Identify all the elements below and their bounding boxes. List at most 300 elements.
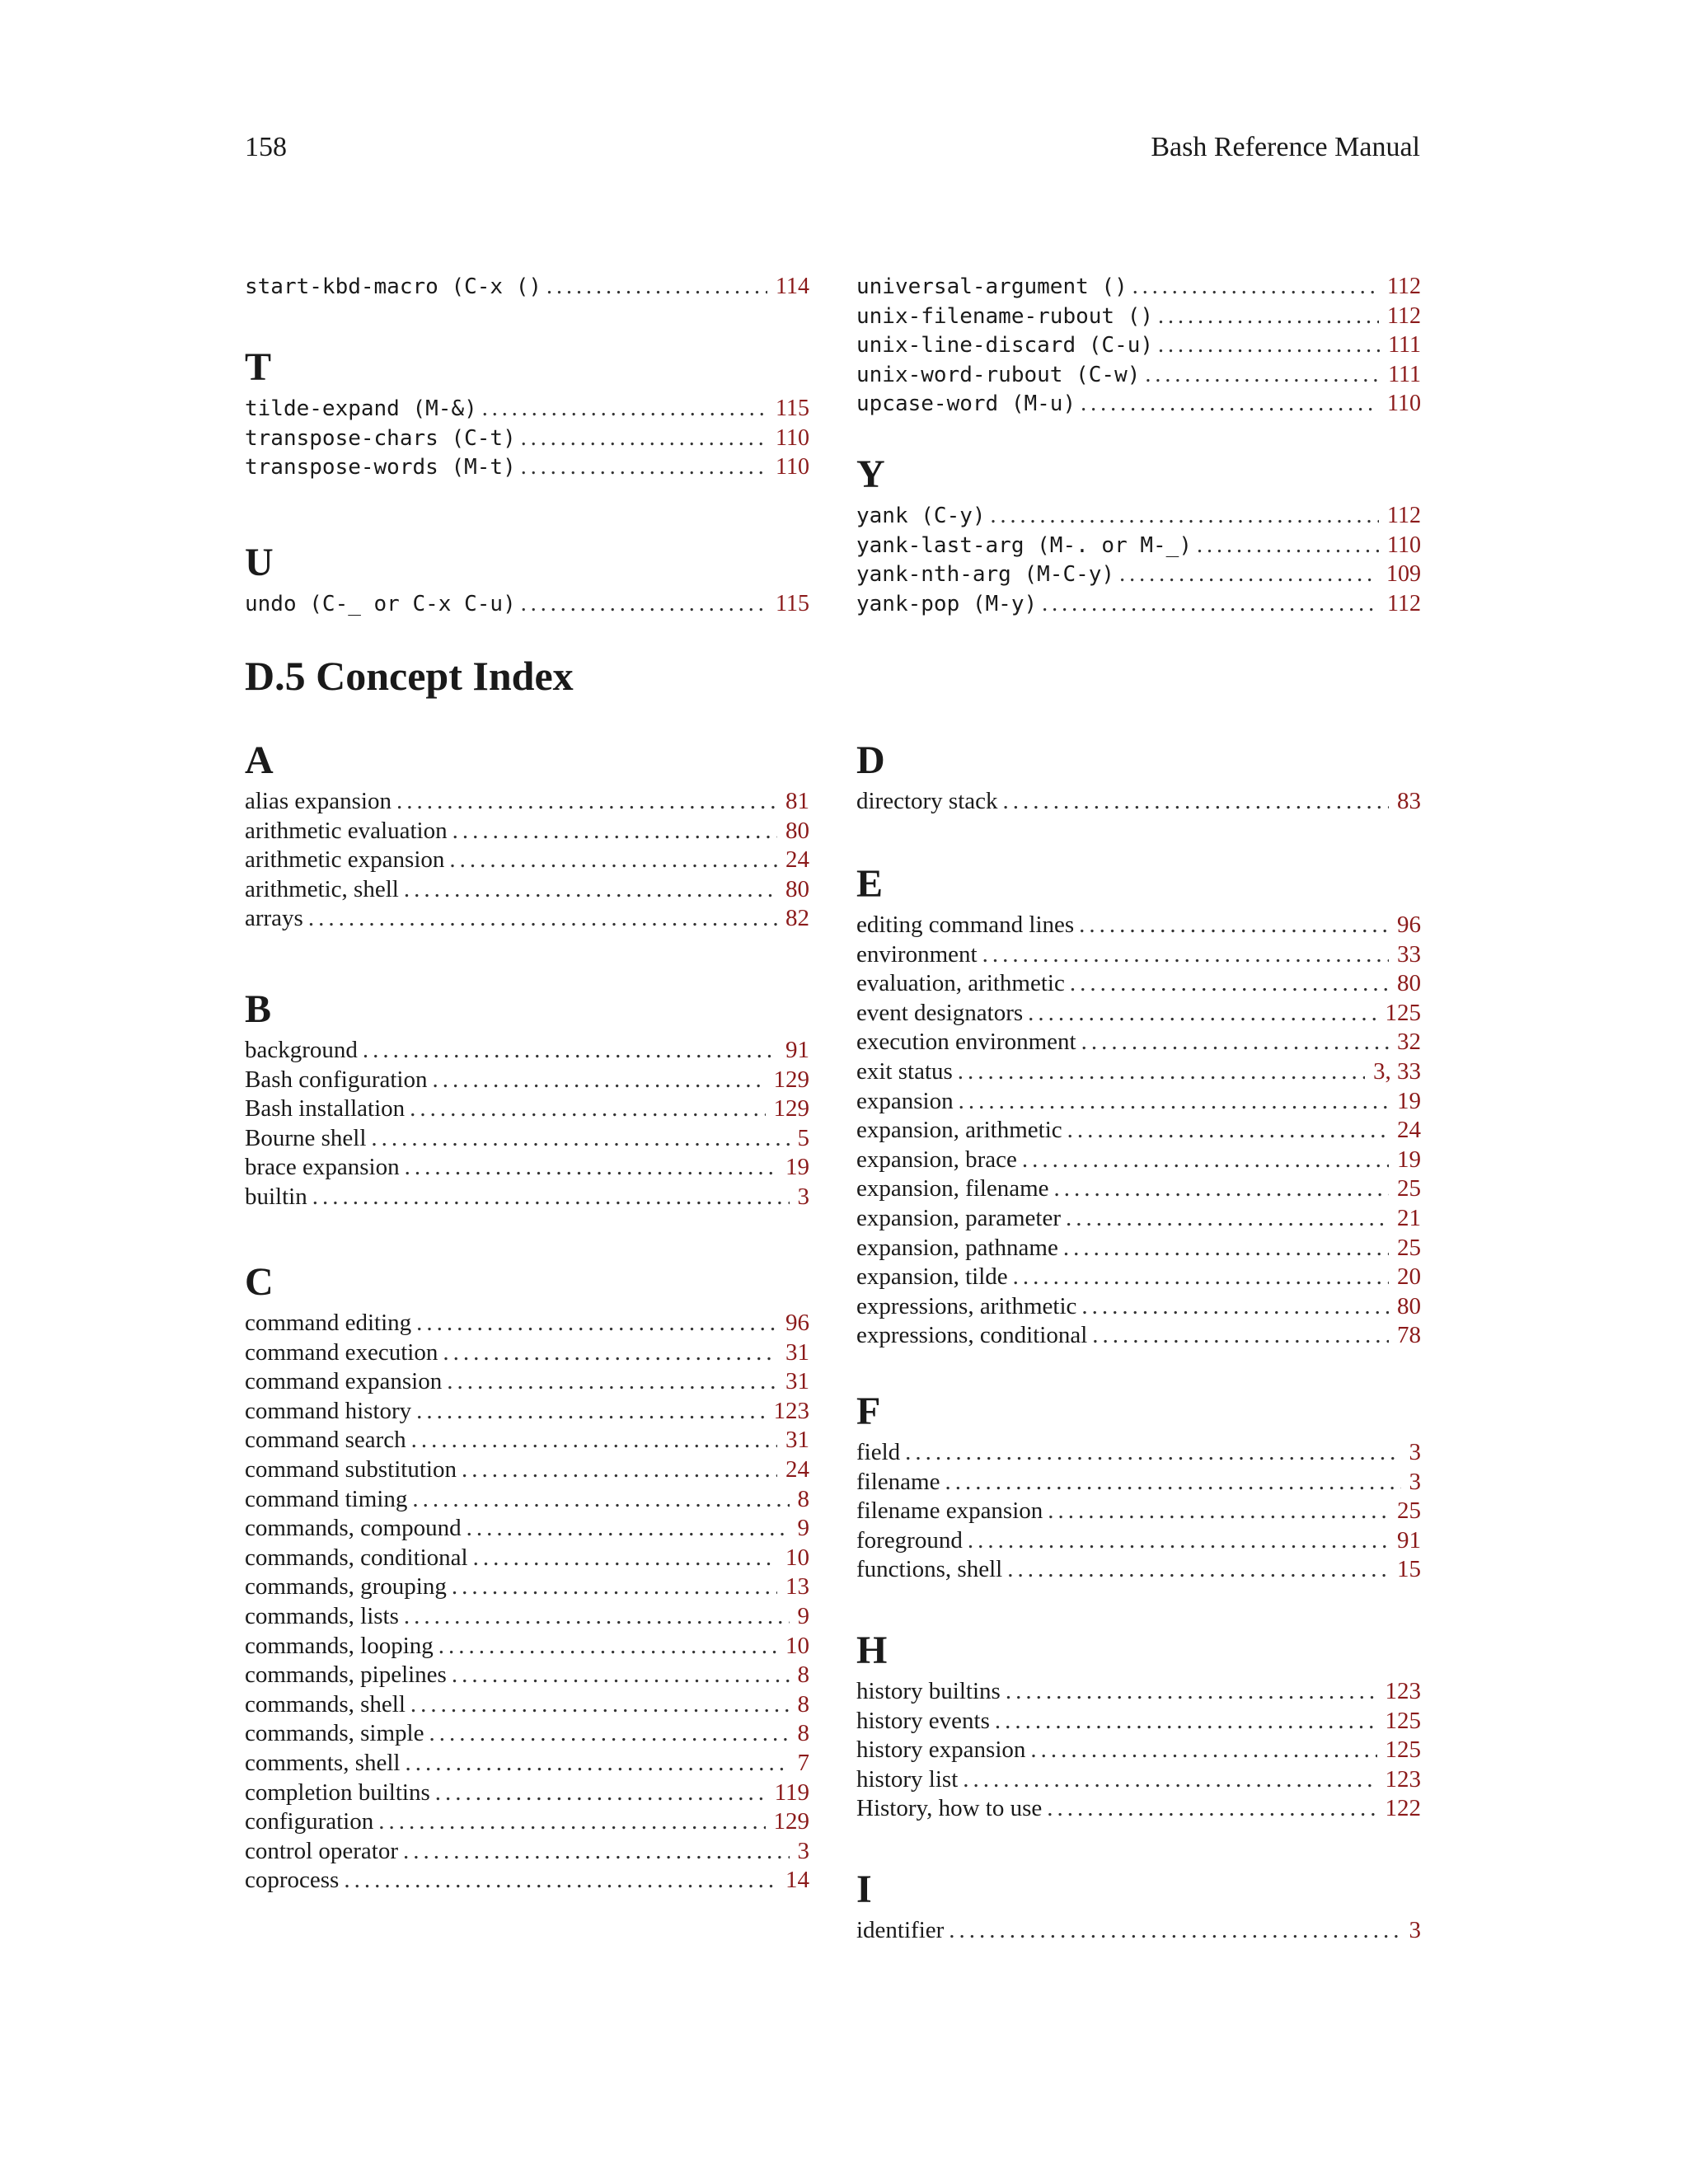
page-link[interactable]: 25 — [1397, 1497, 1421, 1525]
index-term: commands, compound — [245, 1515, 462, 1542]
page-link[interactable]: 80 — [785, 817, 809, 844]
index-group-b — [245, 987, 809, 1212]
index-letter: T — [245, 345, 272, 389]
dot-leader — [521, 452, 767, 482]
index-letter: I — [856, 1868, 872, 1911]
index-entry[interactable] — [245, 394, 809, 424]
page-link[interactable]: 82 — [785, 905, 809, 932]
dot-leader — [1132, 272, 1379, 302]
page-link[interactable]: 3 — [797, 1183, 809, 1210]
index-letter: H — [856, 1629, 888, 1672]
index-entry[interactable] — [245, 1866, 809, 1896]
index-term: upcase-word (M-u) — [856, 391, 1076, 417]
page-link[interactable]: 80 — [785, 875, 809, 902]
index-group-u — [245, 540, 809, 619]
index-entry[interactable] — [856, 1916, 1421, 1946]
dot-leader — [1054, 1174, 1389, 1204]
page-link[interactable]: 7 — [797, 1749, 809, 1776]
dot-leader — [411, 1426, 777, 1455]
dot-leader — [1003, 787, 1389, 817]
index-term: command search — [245, 1427, 406, 1454]
page-link[interactable]: 112 — [1387, 302, 1421, 329]
index-term: yank (C-y) — [856, 504, 986, 528]
dot-leader — [404, 1602, 790, 1632]
dot-leader — [959, 1087, 1389, 1117]
index-term: universal-argument () — [856, 274, 1128, 299]
index-letter: B — [245, 987, 272, 1031]
index-entry[interactable] — [245, 1309, 809, 1338]
index-term: expansion, filename — [856, 1175, 1049, 1202]
page-link[interactable]: 10 — [785, 1632, 809, 1659]
index-entry[interactable] — [245, 589, 809, 619]
page-link[interactable]: 3 — [797, 1837, 809, 1864]
dot-leader — [1042, 589, 1379, 619]
index-term: coprocess — [245, 1867, 340, 1894]
dot-leader — [1066, 1204, 1389, 1234]
dot-leader — [968, 1526, 1389, 1556]
page-link[interactable]: 122 — [1385, 1795, 1421, 1822]
index-entry[interactable] — [856, 501, 1421, 531]
index-group-d — [856, 738, 1421, 817]
page-link[interactable]: 19 — [1397, 1087, 1421, 1114]
index-letter: F — [856, 1390, 881, 1433]
index-term: arithmetic, shell — [245, 875, 399, 902]
dot-leader — [1081, 389, 1379, 419]
index-group — [856, 272, 1421, 419]
dot-leader — [467, 1514, 790, 1544]
page-link[interactable]: 33 — [1397, 940, 1421, 968]
index-group-c — [245, 1259, 809, 1896]
index-term: command substitution — [245, 1455, 457, 1483]
dot-leader — [452, 1661, 790, 1690]
index-entry[interactable] — [856, 911, 1421, 940]
dot-leader — [363, 1036, 777, 1066]
dot-leader — [396, 787, 777, 817]
page-link[interactable]: 110 — [1387, 391, 1421, 417]
index-term: expansion, tilde — [856, 1263, 1008, 1291]
index-entry[interactable] — [856, 1707, 1421, 1736]
page-number: 158 — [245, 132, 287, 162]
page-link[interactable]: 25 — [1397, 1175, 1421, 1202]
page-link[interactable]: 31 — [785, 1427, 809, 1454]
index-entry[interactable] — [245, 817, 809, 846]
page-link[interactable]: 8 — [797, 1485, 809, 1512]
index-letter: U — [245, 541, 274, 584]
dot-leader — [447, 1367, 777, 1397]
index-entry[interactable] — [856, 1497, 1421, 1526]
page-link[interactable]: 24 — [785, 1455, 809, 1483]
index-entry[interactable] — [245, 904, 809, 934]
index-entry[interactable] — [856, 787, 1421, 817]
index-term: expansion — [856, 1087, 954, 1114]
index-entry[interactable] — [856, 1234, 1421, 1263]
dot-leader — [1119, 560, 1378, 589]
dot-leader — [473, 1544, 777, 1573]
page-link[interactable]: 9 — [797, 1602, 809, 1629]
index-term: filename expansion — [856, 1497, 1043, 1525]
index-entry[interactable] — [245, 1572, 809, 1602]
page-link[interactable]: 109 — [1386, 561, 1421, 588]
dot-leader — [521, 589, 767, 619]
dot-leader — [1145, 360, 1380, 390]
index-entry[interactable] — [245, 1602, 809, 1632]
dot-leader — [1022, 1146, 1389, 1175]
index-entry[interactable] — [856, 1677, 1421, 1707]
index-entry[interactable] — [245, 1183, 809, 1212]
index-term: completion builtins — [245, 1779, 430, 1806]
dot-leader — [1197, 531, 1379, 560]
dot-leader — [410, 1094, 765, 1124]
index-letter: E — [856, 862, 884, 906]
page-link[interactable]: 129 — [773, 1066, 809, 1093]
index-term: command editing — [245, 1310, 412, 1336]
index-group-h — [856, 1628, 1421, 1824]
dot-leader — [443, 1338, 777, 1368]
index-term: execution environment — [856, 1029, 1076, 1056]
index-entry[interactable] — [856, 1146, 1421, 1175]
dot-leader — [410, 1690, 790, 1720]
page-link[interactable]: 119 — [774, 1779, 809, 1806]
page-link[interactable]: 91 — [1397, 1526, 1421, 1554]
index-term: unix-filename-rubout () — [856, 303, 1154, 329]
index-group-e — [856, 861, 1421, 1351]
index-entry[interactable] — [856, 1736, 1421, 1765]
index-entry[interactable] — [856, 1526, 1421, 1556]
dot-leader — [1070, 969, 1389, 999]
index-term: event designators — [856, 999, 1024, 1026]
index-entry[interactable] — [856, 360, 1421, 390]
index-term: commands, looping — [245, 1632, 434, 1659]
index-term: expansion, pathname — [856, 1234, 1058, 1261]
page-link[interactable]: 91 — [785, 1037, 809, 1063]
index-term: commands, conditional — [245, 1544, 468, 1571]
index-entry[interactable] — [245, 1153, 809, 1183]
dot-leader — [416, 1309, 777, 1338]
index-entry[interactable] — [856, 1174, 1421, 1204]
page-link[interactable]: 125 — [1385, 1707, 1421, 1734]
dot-leader — [1092, 1321, 1389, 1351]
index-term: History, how to use — [856, 1795, 1043, 1822]
index-entry[interactable] — [245, 1779, 809, 1808]
index-entry[interactable] — [245, 1544, 809, 1573]
page-link[interactable]: 14 — [785, 1867, 809, 1894]
page-link[interactable]: 80 — [1397, 1292, 1421, 1319]
index-entry[interactable] — [245, 875, 809, 905]
index-entry[interactable] — [856, 1438, 1421, 1468]
index-term: command execution — [245, 1338, 438, 1366]
index-term: yank-last-arg (M-. or M-_) — [856, 532, 1192, 558]
page-link[interactable]: 3 — [1409, 1439, 1421, 1465]
index-term: environment — [856, 940, 978, 968]
page-link[interactable]: 80 — [1397, 970, 1421, 997]
index-entry[interactable] — [856, 1765, 1421, 1795]
dot-leader — [405, 1153, 777, 1183]
page-link[interactable]: 123 — [773, 1397, 809, 1424]
index-term: Bash installation — [245, 1095, 406, 1122]
index-term: start-kbd-macro (C-x () — [245, 274, 542, 299]
index-entry[interactable] — [245, 272, 809, 302]
dot-leader — [403, 1837, 789, 1867]
dot-leader — [905, 1438, 1400, 1468]
page-link[interactable]: 111 — [1388, 332, 1421, 359]
dot-leader — [1007, 1555, 1389, 1585]
page-link[interactable]: 112 — [1387, 590, 1421, 616]
index-entry[interactable] — [245, 1749, 809, 1779]
dot-leader — [949, 1916, 1400, 1946]
page-link[interactable]: 110 — [1387, 532, 1421, 558]
page-link[interactable]: 8 — [797, 1661, 809, 1689]
page-link[interactable]: 31 — [785, 1368, 809, 1395]
page-link[interactable]: 21 — [1397, 1204, 1421, 1231]
index-term: Bash configuration — [245, 1066, 428, 1093]
index-entry[interactable] — [856, 330, 1421, 360]
dot-leader — [449, 846, 777, 875]
manual-title: Bash Reference Manual — [1151, 132, 1420, 162]
index-entry[interactable] — [245, 1367, 809, 1397]
dot-leader — [371, 1124, 789, 1154]
page-link[interactable]: 123 — [1385, 1765, 1421, 1793]
index-entry[interactable] — [245, 1837, 809, 1867]
page-link[interactable]: 20 — [1397, 1263, 1421, 1291]
page-link[interactable]: 8 — [797, 1720, 809, 1747]
index-term: builtin — [245, 1183, 307, 1210]
index-entry[interactable] — [245, 452, 809, 482]
dot-leader — [435, 1779, 767, 1808]
dot-leader — [991, 501, 1379, 531]
index-term: arrays — [245, 905, 303, 932]
dot-leader — [429, 1719, 789, 1749]
index-term: arithmetic evaluation — [245, 817, 448, 844]
dot-leader — [995, 1707, 1377, 1736]
dot-leader — [521, 424, 767, 453]
index-term: foreground — [856, 1526, 963, 1554]
page-link[interactable]: 114 — [776, 274, 809, 299]
index-term: history builtins — [856, 1678, 1001, 1704]
page-link[interactable]: 110 — [776, 454, 809, 480]
page-link[interactable]: 96 — [785, 1310, 809, 1336]
index-entry[interactable] — [856, 560, 1421, 589]
dot-leader — [438, 1632, 777, 1661]
index-entry[interactable] — [245, 1338, 809, 1368]
page-link[interactable]: 123 — [1385, 1678, 1421, 1704]
dot-leader — [405, 1749, 789, 1779]
index-term: evaluation, arithmetic — [856, 970, 1065, 997]
dot-leader — [963, 1765, 1376, 1795]
index-term: commands, simple — [245, 1720, 424, 1747]
page-link[interactable]: 129 — [773, 1095, 809, 1122]
page-link[interactable]: 125 — [1385, 999, 1421, 1026]
dot-leader — [1158, 330, 1380, 360]
index-entry[interactable] — [245, 1094, 809, 1124]
index-entry[interactable] — [856, 969, 1421, 999]
page-link[interactable]: 78 — [1397, 1322, 1421, 1349]
index-entry[interactable] — [856, 1087, 1421, 1117]
index-entry[interactable] — [245, 1690, 809, 1720]
index-term: command expansion — [245, 1368, 443, 1395]
page-link[interactable]: 112 — [1387, 503, 1421, 528]
index-entry[interactable] — [245, 1661, 809, 1690]
section-title: D.5 Concept Index — [245, 653, 574, 699]
index-term: editing command lines — [856, 912, 1075, 938]
index-group-t — [245, 344, 809, 482]
index-entry[interactable] — [856, 589, 1421, 619]
index-entry[interactable] — [856, 1263, 1421, 1292]
page-link[interactable]: 24 — [1397, 1117, 1421, 1144]
index-entry[interactable] — [856, 1204, 1421, 1234]
page-link[interactable]: 19 — [785, 1154, 809, 1181]
index-term: directory stack — [856, 788, 998, 814]
page-link[interactable]: 110 — [776, 424, 809, 451]
index-group-y — [856, 452, 1421, 618]
index-entry[interactable] — [856, 1321, 1421, 1351]
index-term: alias expansion — [245, 788, 392, 814]
dot-leader — [462, 1455, 777, 1485]
index-entry[interactable] — [245, 1124, 809, 1154]
index-entry[interactable] — [245, 1514, 809, 1544]
index-group — [245, 272, 809, 302]
index-entry[interactable] — [856, 1555, 1421, 1585]
dot-leader — [1079, 911, 1389, 940]
index-entry[interactable] — [856, 1292, 1421, 1322]
page-link[interactable]: 19 — [1397, 1146, 1421, 1173]
page-link[interactable]: 96 — [1397, 912, 1421, 938]
index-entry[interactable] — [245, 1485, 809, 1515]
page-link[interactable]: 24 — [785, 846, 809, 874]
page-link[interactable]: 32 — [1397, 1029, 1421, 1056]
index-entry[interactable] — [856, 1028, 1421, 1057]
page-link[interactable]: 3 — [1409, 1468, 1421, 1495]
index-entry[interactable] — [856, 1468, 1421, 1497]
page-link[interactable]: 31 — [785, 1338, 809, 1366]
index-entry[interactable] — [856, 272, 1421, 302]
index-letter: C — [245, 1260, 274, 1304]
index-term: arithmetic expansion — [245, 846, 445, 874]
index-term: unix-word-rubout (C-w) — [856, 362, 1141, 387]
dot-leader — [958, 1057, 1365, 1087]
index-term: commands, lists — [245, 1602, 399, 1629]
index-term: command timing — [245, 1485, 408, 1512]
page-link[interactable]: 15 — [1397, 1556, 1421, 1583]
index-term: background — [245, 1037, 358, 1063]
index-term: history expansion — [856, 1736, 1026, 1764]
dot-leader — [1081, 1292, 1389, 1322]
index-group-a — [245, 738, 809, 934]
index-entry[interactable] — [245, 424, 809, 453]
index-entry[interactable] — [245, 1719, 809, 1749]
index-term: Bourne shell — [245, 1124, 367, 1151]
index-group-f — [856, 1389, 1421, 1585]
index-entry[interactable] — [856, 531, 1421, 560]
index-term: configuration — [245, 1808, 374, 1835]
dot-leader — [416, 1397, 765, 1427]
page-link[interactable]: 25 — [1397, 1234, 1421, 1261]
index-term: identifier — [856, 1917, 945, 1943]
index-term: command history — [245, 1397, 412, 1424]
dot-leader — [1006, 1677, 1377, 1707]
page-link[interactable]: 13 — [785, 1573, 809, 1601]
dot-leader — [308, 904, 777, 934]
page-link[interactable]: 81 — [785, 788, 809, 814]
index-entry[interactable] — [856, 1794, 1421, 1824]
page-link[interactable]: 8 — [797, 1690, 809, 1718]
index-term: history list — [856, 1765, 959, 1793]
index-entry[interactable] — [245, 1426, 809, 1455]
page-link[interactable]: 5 — [797, 1124, 809, 1151]
page-link[interactable]: 3, 33 — [1373, 1057, 1421, 1085]
dot-leader — [452, 817, 777, 846]
index-term: unix-line-discard (C-u) — [856, 333, 1154, 359]
index-term: brace expansion — [245, 1154, 400, 1181]
dot-leader — [432, 1066, 765, 1095]
index-term: commands, grouping — [245, 1573, 447, 1601]
index-term: expansion, brace — [856, 1146, 1017, 1173]
index-entry[interactable] — [245, 787, 809, 817]
index-term: transpose-words (M-t) — [245, 455, 516, 480]
dot-leader — [1047, 1794, 1376, 1824]
dot-leader — [1063, 1234, 1389, 1263]
page-link[interactable]: 125 — [1385, 1736, 1421, 1764]
dot-leader — [452, 1572, 777, 1602]
index-term: field — [856, 1439, 901, 1465]
index-entry[interactable] — [245, 1632, 809, 1661]
index-term: expressions, conditional — [856, 1322, 1088, 1349]
index-entry[interactable] — [245, 1397, 809, 1427]
page-link[interactable]: 3 — [1409, 1917, 1421, 1943]
index-entry[interactable] — [245, 846, 809, 875]
page-link[interactable]: 115 — [776, 396, 809, 421]
page-link[interactable]: 9 — [797, 1515, 809, 1542]
index-term: filename — [856, 1468, 940, 1495]
index-term: undo (C-_ or C-x C-u) — [245, 592, 516, 616]
page-link[interactable]: 115 — [776, 591, 809, 616]
dot-leader — [1013, 1263, 1389, 1292]
index-term: expansion, parameter — [856, 1204, 1062, 1231]
index-entry[interactable] — [856, 1116, 1421, 1146]
dot-leader — [344, 1866, 777, 1896]
index-entry[interactable] — [245, 1807, 809, 1837]
index-entry[interactable] — [245, 1066, 809, 1095]
index-entry[interactable] — [856, 1057, 1421, 1087]
index-term: transpose-chars (C-t) — [245, 425, 516, 451]
index-term: commands, pipelines — [245, 1661, 447, 1689]
index-entry[interactable] — [245, 1455, 809, 1485]
index-term: functions, shell — [856, 1556, 1003, 1583]
page-link[interactable]: 129 — [773, 1808, 809, 1835]
index-letter: D — [856, 738, 885, 782]
index-entry[interactable] — [245, 1036, 809, 1066]
index-term: comments, shell — [245, 1749, 401, 1776]
index-entry[interactable] — [856, 999, 1421, 1029]
dot-leader — [546, 272, 767, 302]
index-entry[interactable] — [856, 940, 1421, 970]
index-term: expressions, arithmetic — [856, 1292, 1077, 1319]
dot-leader — [1067, 1116, 1389, 1146]
dot-leader — [1028, 999, 1376, 1029]
index-term: control operator — [245, 1837, 399, 1864]
dot-leader — [945, 1468, 1400, 1497]
index-term: exit status — [856, 1057, 953, 1085]
index-group-i — [856, 1867, 1421, 1946]
dot-leader — [1158, 302, 1379, 331]
index-entry[interactable] — [856, 389, 1421, 419]
index-entry[interactable] — [856, 302, 1421, 331]
dot-leader — [378, 1807, 765, 1837]
page-link[interactable]: 83 — [1397, 788, 1421, 814]
page-link[interactable]: 112 — [1387, 274, 1421, 299]
page-link[interactable]: 10 — [785, 1544, 809, 1571]
dot-leader — [1048, 1497, 1389, 1526]
page-link[interactable]: 111 — [1388, 361, 1421, 387]
